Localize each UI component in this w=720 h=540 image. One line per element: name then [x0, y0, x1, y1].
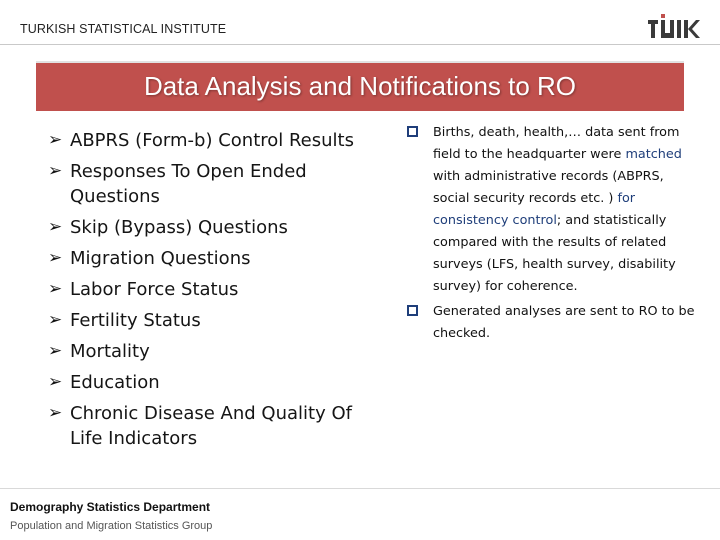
tuik-logo	[648, 14, 700, 40]
arrow-bullet-icon: ➢	[48, 372, 63, 392]
list-item: ➢ Migration Questions	[48, 248, 251, 269]
note-paragraph: Generated analyses are sent to RO to be checked.	[407, 301, 697, 345]
title-banner	[36, 61, 684, 111]
list-item: ➢ Fertility Status	[48, 310, 201, 331]
highlight-text: matched	[625, 147, 682, 162]
arrow-bullet-icon: ➢	[48, 310, 63, 330]
list-item: ➢ ABPRS (Form-b) Control Results	[48, 130, 354, 151]
arrow-bullet-icon: ➢	[48, 341, 63, 361]
arrow-bullet-icon: ➢	[48, 217, 63, 237]
list-item: ➢ Skip (Bypass) Questions	[48, 217, 288, 238]
list-item: ➢ Labor Force Status	[48, 279, 239, 300]
arrow-bullet-icon: ➢	[48, 403, 63, 423]
notes-column	[407, 122, 697, 348]
footer-department: Demography Statistics Department	[10, 500, 211, 514]
topic-list	[48, 128, 388, 457]
arrow-bullet-icon: ➢	[48, 279, 63, 299]
list-item: ➢ Chronic Disease And Quality Of Life Indicators	[48, 403, 352, 449]
page-title: Data Analysis and Notifications to RO	[143, 71, 577, 101]
arrow-bullet-icon: ➢	[48, 130, 63, 150]
institute-name: TURKISH STATISTICAL INSTITUTE	[20, 22, 227, 36]
square-bullet-icon	[407, 305, 418, 316]
footer-divider	[0, 488, 720, 489]
square-bullet-icon	[407, 126, 418, 137]
arrow-bullet-icon: ➢	[48, 248, 63, 268]
highlight-text: for consistency control	[433, 191, 636, 228]
arrow-bullet-icon: ➢	[48, 161, 63, 181]
footer-group: Population and Migration Statistics Group	[10, 520, 213, 532]
header-divider	[0, 44, 720, 45]
list-item: ➢ Education	[48, 372, 160, 393]
note-paragraph: Births, death, health,… data sent from field to the headquarter were matched with administrative records (ABPRS, social security records etc. ) for consistency control; and statistically compared with the results of related surveys (LFS, health survey, disability survey) for coherence.	[407, 122, 697, 298]
list-item: ➢ Mortality	[48, 341, 150, 362]
list-item: ➢ Responses To Open Ended Questions	[48, 161, 307, 207]
